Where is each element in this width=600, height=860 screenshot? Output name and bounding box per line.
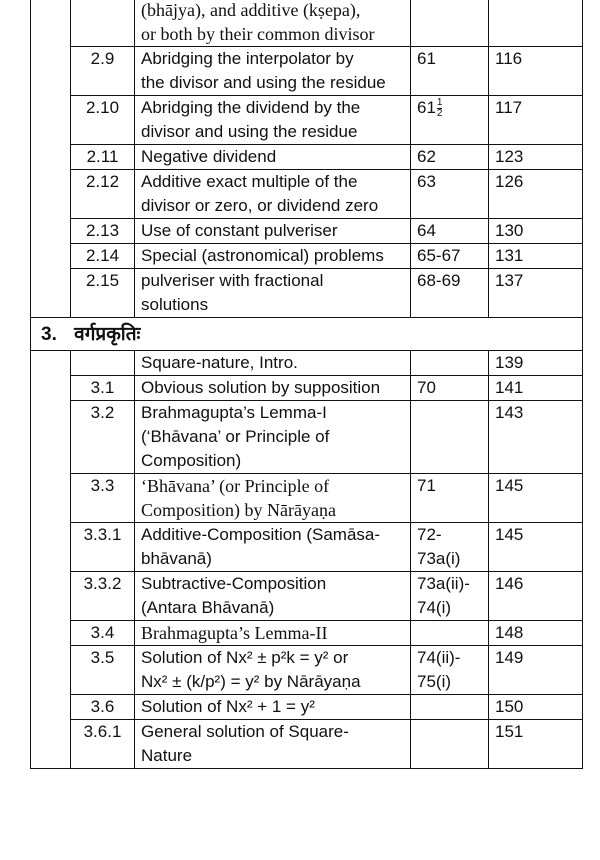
verse-number	[411, 474, 489, 523]
verse-number	[411, 269, 489, 318]
table-row	[31, 720, 583, 769]
chapter-gutter-cell	[31, 572, 71, 621]
section-number	[71, 47, 135, 96]
verse-number	[411, 646, 489, 695]
table-row	[31, 376, 583, 401]
section-number	[71, 376, 135, 401]
section-number	[71, 621, 135, 646]
page-number-text: 145	[495, 525, 524, 544]
fraction-denominator: 2	[436, 108, 443, 120]
verse-number-text: 61	[417, 98, 436, 117]
page-number	[489, 269, 583, 318]
verse-number	[411, 621, 489, 646]
verse-number-line: 74(i)	[417, 598, 452, 617]
verse-number-text: 64	[417, 221, 436, 240]
page-number	[489, 145, 583, 170]
page-number-text: 139	[495, 353, 524, 372]
chapter-gutter-cell	[31, 219, 71, 244]
verse-number	[411, 170, 489, 219]
section-title-line: solutions	[141, 295, 209, 314]
page-number	[489, 244, 583, 269]
section-number	[71, 269, 135, 318]
section-title	[135, 145, 411, 170]
section-number-text: 3.4	[90, 623, 115, 642]
section-title-line: divisor and using the residue	[141, 122, 358, 141]
verse-number-text: 71	[417, 476, 436, 495]
chapter-title: वर्गप्रकृतिः	[74, 324, 141, 345]
verse-number-line: 73a(i)	[417, 549, 461, 568]
chapter-gutter-cell	[31, 170, 71, 219]
page-number	[489, 572, 583, 621]
page-number	[489, 0, 583, 47]
section-number-text: 2.15	[85, 271, 120, 290]
page-number	[489, 219, 583, 244]
section-number	[71, 170, 135, 219]
section-number-text: 3.5	[90, 648, 115, 667]
section-number-text: 3.3.1	[83, 525, 122, 544]
page-number	[489, 621, 583, 646]
table-row	[31, 219, 583, 244]
section-number	[71, 646, 135, 695]
verse-number-line: 73a(ii)-	[417, 574, 470, 593]
chapter-gutter-cell	[31, 523, 71, 572]
contents-table-body	[31, 0, 583, 769]
section-number-text: 2.13	[85, 221, 120, 240]
section-title-line: bhāvanā)	[141, 549, 212, 568]
page-number-text: 117	[495, 98, 523, 117]
section-number	[71, 96, 135, 145]
section-title	[135, 170, 411, 219]
section-title-line: Abridging the dividend by the	[141, 98, 361, 117]
verse-number	[411, 376, 489, 401]
verse-number	[411, 0, 489, 47]
section-number	[71, 244, 135, 269]
section-number	[71, 219, 135, 244]
chapter-gutter-cell	[31, 244, 71, 269]
verse-number-text: 62	[417, 147, 436, 166]
section-title-line: Special (astronomical) problems	[141, 246, 384, 265]
table-row	[31, 170, 583, 219]
section-number-text: 3.2	[90, 403, 115, 422]
page-number	[489, 170, 583, 219]
chapter-gutter-cell	[31, 351, 71, 376]
page-number-text: 130	[495, 221, 524, 240]
section-title-line: Brahmagupta’s Lemma-II	[141, 623, 328, 643]
section-number	[71, 572, 135, 621]
section-number	[71, 720, 135, 769]
section-number-text: 3.3.2	[83, 574, 122, 593]
chapter-gutter-cell	[31, 621, 71, 646]
page-number-text: 137	[495, 271, 524, 290]
verse-number-line: 75(i)	[417, 672, 452, 691]
section-number-text: 2.10	[85, 98, 120, 117]
section-title-line: divisor or zero, or dividend zero	[141, 196, 379, 215]
verse-fraction	[437, 98, 443, 119]
table-row	[31, 474, 583, 523]
section-title	[135, 376, 411, 401]
chapter-gutter-cell	[31, 47, 71, 96]
section-number-text: 3.1	[90, 378, 115, 397]
chapter-gutter-cell	[31, 96, 71, 145]
page-number	[489, 351, 583, 376]
verse-number-text: 70	[417, 378, 436, 397]
section-title-line: Subtractive-Composition	[141, 574, 327, 593]
page-number	[489, 646, 583, 695]
section-title	[135, 646, 411, 695]
section-title-line: Nx² ± (k/p²) = y² by Nārāyaṇa	[141, 672, 361, 691]
section-title	[135, 244, 411, 269]
section-title-line: General solution of Square-	[141, 722, 349, 741]
section-title-line: Brahmagupta’s Lemma-I	[141, 403, 327, 422]
section-title-line: pulveriser with fractional	[141, 271, 324, 290]
verse-number	[411, 47, 489, 96]
verse-number-text: 63	[417, 172, 436, 191]
page-number-text: 145	[495, 476, 524, 495]
section-title-line: Square-nature, Intro.	[141, 353, 298, 372]
section-title-line: Composition) by Nārāyaṇa	[141, 500, 336, 520]
table-row	[31, 244, 583, 269]
section-title-line: Negative dividend	[141, 147, 277, 166]
section-title	[135, 219, 411, 244]
section-number-text: 2.12	[85, 172, 120, 191]
contents-table	[30, 0, 583, 769]
section-number-text: 2.9	[90, 49, 115, 68]
table-row	[31, 523, 583, 572]
table-row	[31, 47, 583, 96]
page-number	[489, 523, 583, 572]
chapter-gutter-cell	[31, 376, 71, 401]
page-number	[489, 720, 583, 769]
page-number-text: 146	[495, 574, 524, 593]
verse-number	[411, 695, 489, 720]
section-number	[71, 351, 135, 376]
table-row	[31, 401, 583, 474]
section-title-line: (‘Bhāvana’ or Principle of	[141, 427, 330, 446]
section-title-line: Solution of Nx² ± p²k = y² or	[141, 648, 349, 667]
chapter-heading	[31, 318, 583, 351]
section-title	[135, 572, 411, 621]
page-number-text: 141	[495, 378, 524, 397]
chapter-gutter-cell	[31, 695, 71, 720]
table-row	[31, 269, 583, 318]
section-title	[135, 474, 411, 523]
section-title-line: (Antara Bhāvanā)	[141, 598, 275, 617]
section-title	[135, 720, 411, 769]
page-number	[489, 96, 583, 145]
table-row	[31, 646, 583, 695]
verse-number-text: 68-69	[417, 271, 461, 290]
chapter-gutter-cell	[31, 720, 71, 769]
page-number-text: 149	[495, 648, 524, 667]
chapter-gutter-cell	[31, 269, 71, 318]
page-number-text: 151	[495, 722, 524, 741]
section-number-text: 3.6.1	[83, 722, 122, 741]
section-title	[135, 401, 411, 474]
section-title-line: Additive-Composition (Samāsa-	[141, 525, 381, 544]
chapter-heading-row	[31, 318, 583, 351]
page-number-text: 143	[495, 403, 524, 422]
section-number-text: 3.3	[90, 476, 115, 495]
section-title-line: Obvious solution by supposition	[141, 378, 381, 397]
section-title-line: Additive exact multiple of the	[141, 172, 358, 191]
page-number-text: 123	[495, 147, 524, 166]
page-number	[489, 47, 583, 96]
section-title-line: Nature	[141, 746, 193, 765]
fraction-numerator: 1	[436, 97, 443, 109]
table-row	[31, 351, 583, 376]
verse-number	[411, 401, 489, 474]
verse-number-text: 65-67	[417, 246, 461, 265]
chapter-gutter-cell	[31, 474, 71, 523]
section-number	[71, 523, 135, 572]
section-title-line: Use of constant pulveriser	[141, 221, 338, 240]
section-number	[71, 474, 135, 523]
verse-number	[411, 96, 489, 145]
verse-number	[411, 244, 489, 269]
section-title-line: the divisor and using the residue	[141, 73, 386, 92]
section-title	[135, 621, 411, 646]
table-row	[31, 96, 583, 145]
section-title-line: Abridging the interpolator by	[141, 49, 354, 68]
page-number-text: 126	[495, 172, 524, 191]
section-number	[71, 401, 135, 474]
verse-number	[411, 720, 489, 769]
section-title	[135, 523, 411, 572]
page-number	[489, 376, 583, 401]
chapter-gutter-cell	[31, 401, 71, 474]
section-title	[135, 351, 411, 376]
verse-number-text: 61	[417, 49, 436, 68]
verse-number	[411, 523, 489, 572]
verse-number	[411, 219, 489, 244]
section-title	[135, 269, 411, 318]
section-title	[135, 695, 411, 720]
section-title-line: Solution of Nx² + 1 = y²	[141, 697, 315, 716]
section-title	[135, 0, 411, 47]
verse-number	[411, 351, 489, 376]
page-number-text: 148	[495, 623, 524, 642]
chapter-number: 3.	[41, 324, 57, 345]
section-title	[135, 96, 411, 145]
verse-number	[411, 145, 489, 170]
section-number-text: 3.6	[90, 697, 115, 716]
page-number	[489, 401, 583, 474]
table-row	[31, 0, 583, 47]
section-title-line: Composition)	[141, 451, 242, 470]
verse-number-line: 72-	[417, 525, 442, 544]
table-row	[31, 621, 583, 646]
table-row	[31, 572, 583, 621]
page-number-text: 131	[495, 246, 524, 265]
chapter-gutter-cell	[31, 0, 71, 47]
section-number	[71, 0, 135, 47]
table-row	[31, 695, 583, 720]
verse-number	[411, 572, 489, 621]
verse-number-line: 74(ii)-	[417, 648, 461, 667]
page-number-text: 150	[495, 697, 524, 716]
chapter-gutter-cell	[31, 145, 71, 170]
section-number-text: 2.11	[86, 147, 119, 166]
table-row	[31, 145, 583, 170]
section-title	[135, 47, 411, 96]
section-title-line: or both by their common divisor	[141, 24, 375, 44]
page-number	[489, 695, 583, 720]
section-title-line: ‘Bhāvana’ (or Principle of	[141, 476, 330, 496]
section-number	[71, 145, 135, 170]
page-number	[489, 474, 583, 523]
page-number-text: 116	[495, 49, 523, 68]
chapter-gutter-cell	[31, 646, 71, 695]
section-number-text: 2.14	[85, 246, 120, 265]
section-title-line: (bhājya), and additive (kṣepa),	[141, 0, 361, 20]
section-number	[71, 695, 135, 720]
